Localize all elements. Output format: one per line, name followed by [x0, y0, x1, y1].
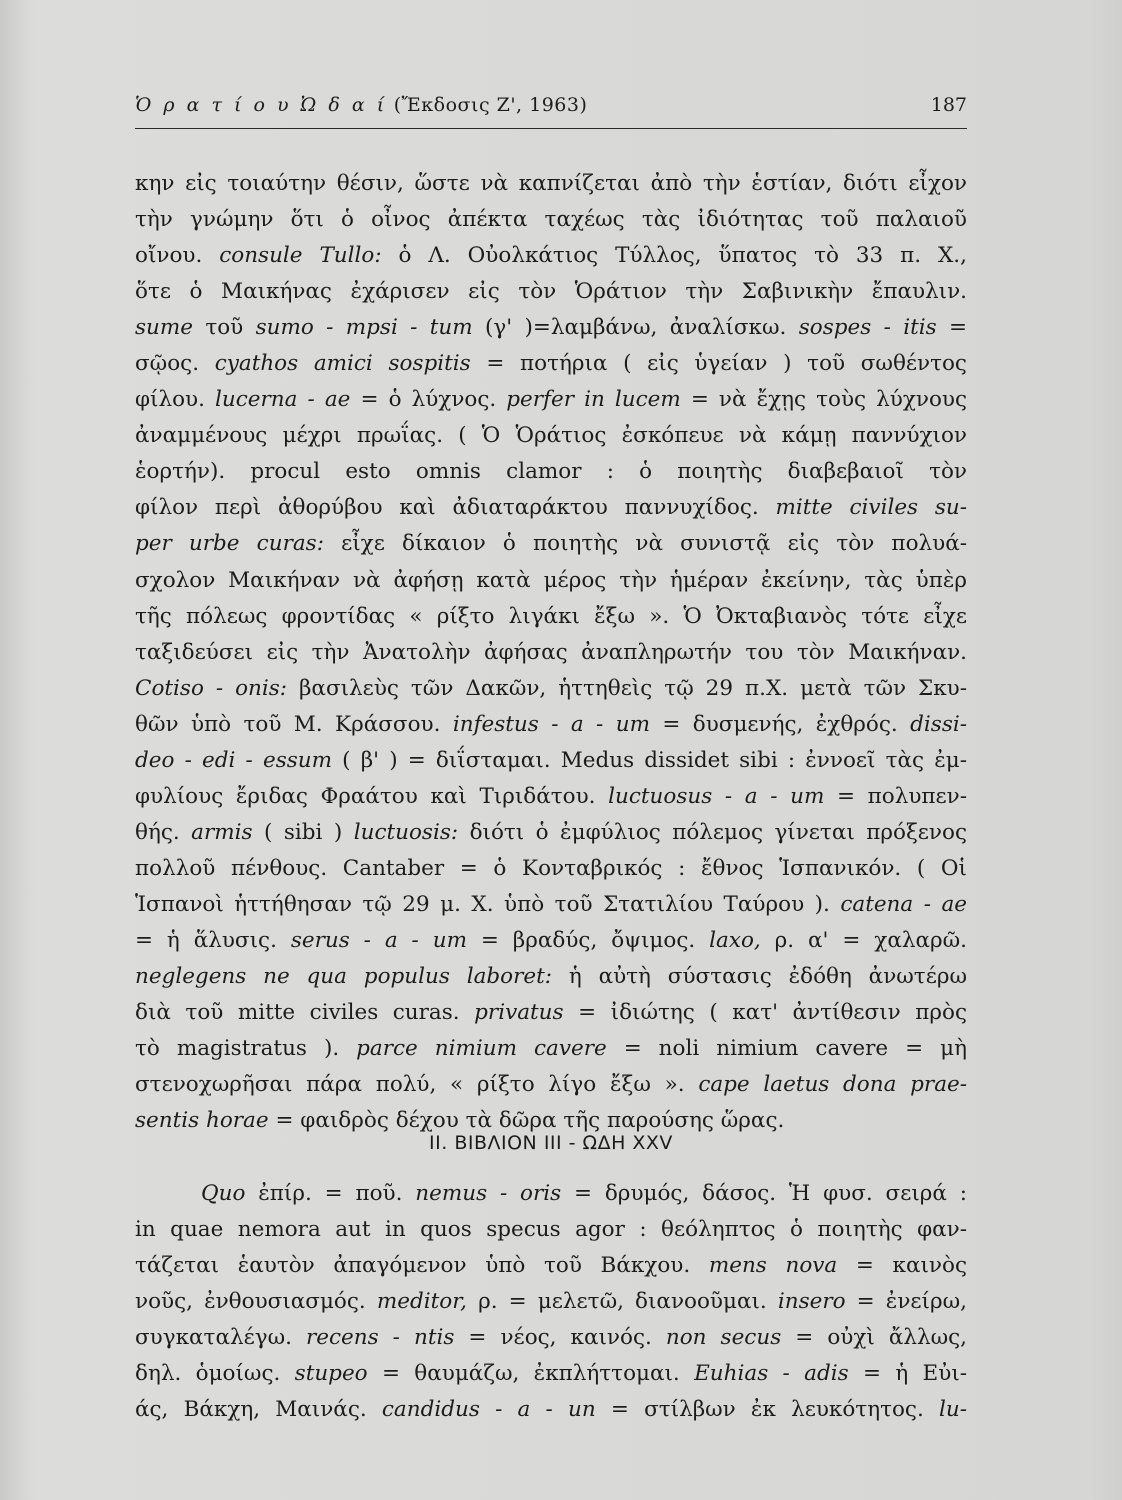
- running-title-text: Ὁ ρ α τ ί ο υ Ὠ δ α ί: [135, 94, 388, 116]
- running-header: [135, 94, 967, 129]
- edition-note: (Ἔκδοσις Ζ', 1963): [393, 94, 588, 116]
- latin-term: consule Tullo:: [219, 243, 382, 269]
- text-line: οἴνου. consule Tullo: ὁ Λ. Οὐολκάτιος Τύλλος, ὕπατος τὸ 33 π. Χ.,: [135, 243, 967, 269]
- text-line: in quae nemora aut in quos specus agor : θεόληπτος ὁ ποιητὴς φαν-: [135, 1217, 967, 1243]
- text-line: Quo ἐπίρ. = ποῦ. nemus - oris = δρυμός, δάσος. Ἡ φυσ. σειρά :: [201, 1181, 967, 1206]
- latin-term: luctuosis:: [353, 819, 459, 845]
- text-line: στενοχωρῆσαι πάρα πολύ, « ρίξτο λίγο ἔξω ». cape laetus dona prae-: [135, 1072, 967, 1098]
- text-line: δηλ. ὁμοίως. stupeo = θαυμάζω, ἐκπλήττομαι. Euhias - adis = ἡ Εὐι-: [135, 1361, 967, 1387]
- latin-term: Euhias - adis: [694, 1361, 849, 1387]
- text-line: ἑορτήν). procul esto omnis clamor : ὁ ποιητὴς διαβεβαιοῖ τὸν: [135, 459, 967, 485]
- latin-term: mitte civiles su-: [775, 495, 967, 521]
- latin-term: perfer in lucem: [506, 387, 681, 413]
- latin-term: luctuosus - a - um: [608, 783, 825, 809]
- text-line: sentis horae = φαιδρὸς δέχου τὰ δῶρα τῆς παρούσης ὥρας.: [135, 1108, 785, 1134]
- text-line: τάζεται ἑαυτὸν ἀπαγόμενον ὑπὸ τοῦ Βάκχου. mens nova = καινὸς: [135, 1253, 967, 1279]
- latin-term: neglegens ne qua populus laboret:: [135, 964, 553, 990]
- latin-term: privatus: [474, 1000, 564, 1026]
- latin-term: per urbe curas:: [135, 531, 324, 557]
- running-title: [135, 94, 587, 116]
- latin-term: cape laetus dona prae-: [698, 1072, 967, 1098]
- text-line: Ἱσπανοὶ ἡττήθησαν τῷ 29 μ. Χ. ὑπὸ τοῦ Στατιλίου Ταύρου ). catena - ae: [135, 891, 967, 917]
- text-line: τῆς πόλεως φροντίδας « ρίξτο λιγάκι ἔξω ». Ὁ Ὀκταβιανὸς τότε εἶχε: [135, 603, 967, 629]
- latin-term: insero: [777, 1289, 846, 1315]
- text-line: θῶν ὑπὸ τοῦ Μ. Κράσσου. infestus - a - um = δυσμενής, ἐχθρός. dissi-: [135, 711, 967, 737]
- latin-term: parce nimium cavere: [356, 1036, 607, 1062]
- text-line: σῷος. cyathos amici sospitis = ποτήρια ( εἰς ὑγείαν ) τοῦ σωθέντος: [135, 351, 967, 377]
- text-line: κην εἰς τοιαύτην θέσιν, ὥστε νὰ καπνίζεται ἀπὸ τὴν ἑστίαν, διότι εἶχον: [135, 171, 967, 196]
- text-line: neglegens ne qua populus laboret: ἡ αὐτὴ σύστασις ἐδόθη ἀνωτέρω: [135, 964, 967, 990]
- latin-term: stupeo: [294, 1361, 368, 1387]
- text-line: άς, Βάκχη, Μαινάς. candidus - a - un = στίλβων ἐκ λευκότητος. lu-: [135, 1397, 967, 1423]
- latin-term: infestus - a - um: [452, 711, 650, 737]
- text-line: νοῦς, ἐνθουσιασμός. meditor, ρ. = μελετῶ, διανοοῦμαι. insero = ἐνείρω,: [135, 1289, 967, 1315]
- latin-term: lu-: [939, 1397, 967, 1423]
- text-line: ἀναμμένους μέχρι πρωΐας. ( Ὁ Ὁράτιος ἐσκόπευε νὰ κάμῃ παννύχιον: [135, 423, 967, 449]
- latin-term: cyathos amici sospitis: [214, 351, 471, 377]
- text-line: σχολον Μαικήναν νὰ ἀφήσῃ κατὰ μέρος τὴν ἡμέραν ἐκείνην, τὰς ὑπὲρ: [135, 567, 967, 593]
- latin-term: armis: [191, 819, 253, 845]
- latin-term: mens nova: [708, 1253, 838, 1279]
- commentary-paragraph-2: [135, 1176, 967, 1428]
- text-line: Cotiso - onis: βασιλεὺς τῶν Δακῶν, ἡττηθεὶς τῷ 29 π.Χ. μετὰ τῶν Σκυ-: [135, 675, 967, 701]
- latin-term: sentis horae: [135, 1108, 269, 1134]
- text-line: φίλου. lucerna - ae = ὁ λύχνος. perfer in lucem = νὰ ἔχῃς τοὺς λύχνους: [135, 387, 967, 413]
- page-number: 187: [930, 94, 967, 116]
- text-line: τὸ magistratus ). parce nimium cavere = noli nimium cavere = μὴ: [135, 1036, 967, 1062]
- latin-term: catena - ae: [840, 891, 967, 917]
- commentary-paragraph-1: [135, 166, 967, 1139]
- latin-term: meditor,: [376, 1289, 467, 1315]
- latin-term: nemus - oris: [415, 1181, 562, 1206]
- latin-term: deo - edi - essum: [135, 747, 332, 773]
- latin-term: sumo - mpsi - tum: [255, 315, 473, 341]
- text-line: φίλον περὶ ἀθορύβου καὶ ἀδιαταράκτου παννυχίδος. mitte civiles su-: [135, 495, 967, 521]
- section-heading: II. ΒΙΒΛΙΟΝ III - ΩΔΗ XXV: [429, 1132, 673, 1154]
- latin-term: non secus: [665, 1325, 782, 1351]
- latin-term: sume: [135, 315, 193, 341]
- text-line: per urbe curas: εἶχε δίκαιον ὁ ποιητὴς νὰ συνιστᾷ εἰς τὸν πολυά-: [135, 531, 967, 557]
- text-line: τὴν γνώμην ὅτι ὁ οἶνος ἀπέκτα ταχέως τὰς ἰδιότητας τοῦ παλαιοῦ: [135, 207, 967, 233]
- latin-term: laxo,: [709, 927, 761, 953]
- text-line: διὰ τοῦ mitte civiles curas. privatus = ἰδιώτης ( κατ' ἀντίθεσιν πρὸς: [135, 1000, 967, 1026]
- text-line: ὅτε ὁ Μαικήνας ἐχάρισεν εἰς τὸν Ὁράτιον τὴν Σαβινικὴν ἔπαυλιν.: [135, 279, 967, 305]
- text-line: sume τοῦ sumo - mpsi - tum (γ' )=λαμβάνω, ἀναλίσκω. sospes - itis =: [135, 315, 967, 341]
- latin-term: dissi-: [910, 711, 967, 737]
- text-line: θής. armis ( sibi ) luctuosis: διότι ὁ ἐμφύλιος πόλεμος γίνεται πρόξενος: [135, 819, 967, 845]
- latin-term: Quo: [201, 1181, 246, 1206]
- text-line: deo - edi - essum ( β' ) = διΐσταμαι. Medus dissidet sibi : ἐννοεῖ τὰς ἐμ-: [135, 747, 967, 773]
- latin-term: lucerna - ae: [215, 387, 351, 413]
- text-line: πολλοῦ πένθους. Cantaber = ὁ Κονταβρικός : ἔθνος Ἱσπανικόν. ( Οἱ: [135, 855, 967, 881]
- latin-term: recens - ntis: [306, 1325, 455, 1351]
- text-line: συγκαταλέγω. recens - ntis = νέος, καινός. non secus = οὐχὶ ἄλλως,: [135, 1325, 967, 1351]
- latin-term: sospes - itis: [798, 315, 937, 341]
- latin-term: Cotiso - onis:: [135, 675, 288, 701]
- latin-term: serus - a - um: [290, 927, 467, 953]
- text-line: φυλίους ἔριδας Φραάτου καὶ Τιριδάτου. luctuosus - a - um = πολυπεν-: [135, 783, 967, 809]
- text-line: ταξιδεύσει εἰς τὴν Ἀνατολὴν ἀφήσας ἀναπληρωτήν του τὸν Μαικήναν.: [135, 639, 967, 665]
- text-line: = ἡ ἅλυσις. serus - a - um = βραδύς, ὄψιμος. laxo, ρ. α' = χαλαρῶ.: [135, 927, 967, 953]
- latin-term: candidus - a - un: [381, 1397, 596, 1423]
